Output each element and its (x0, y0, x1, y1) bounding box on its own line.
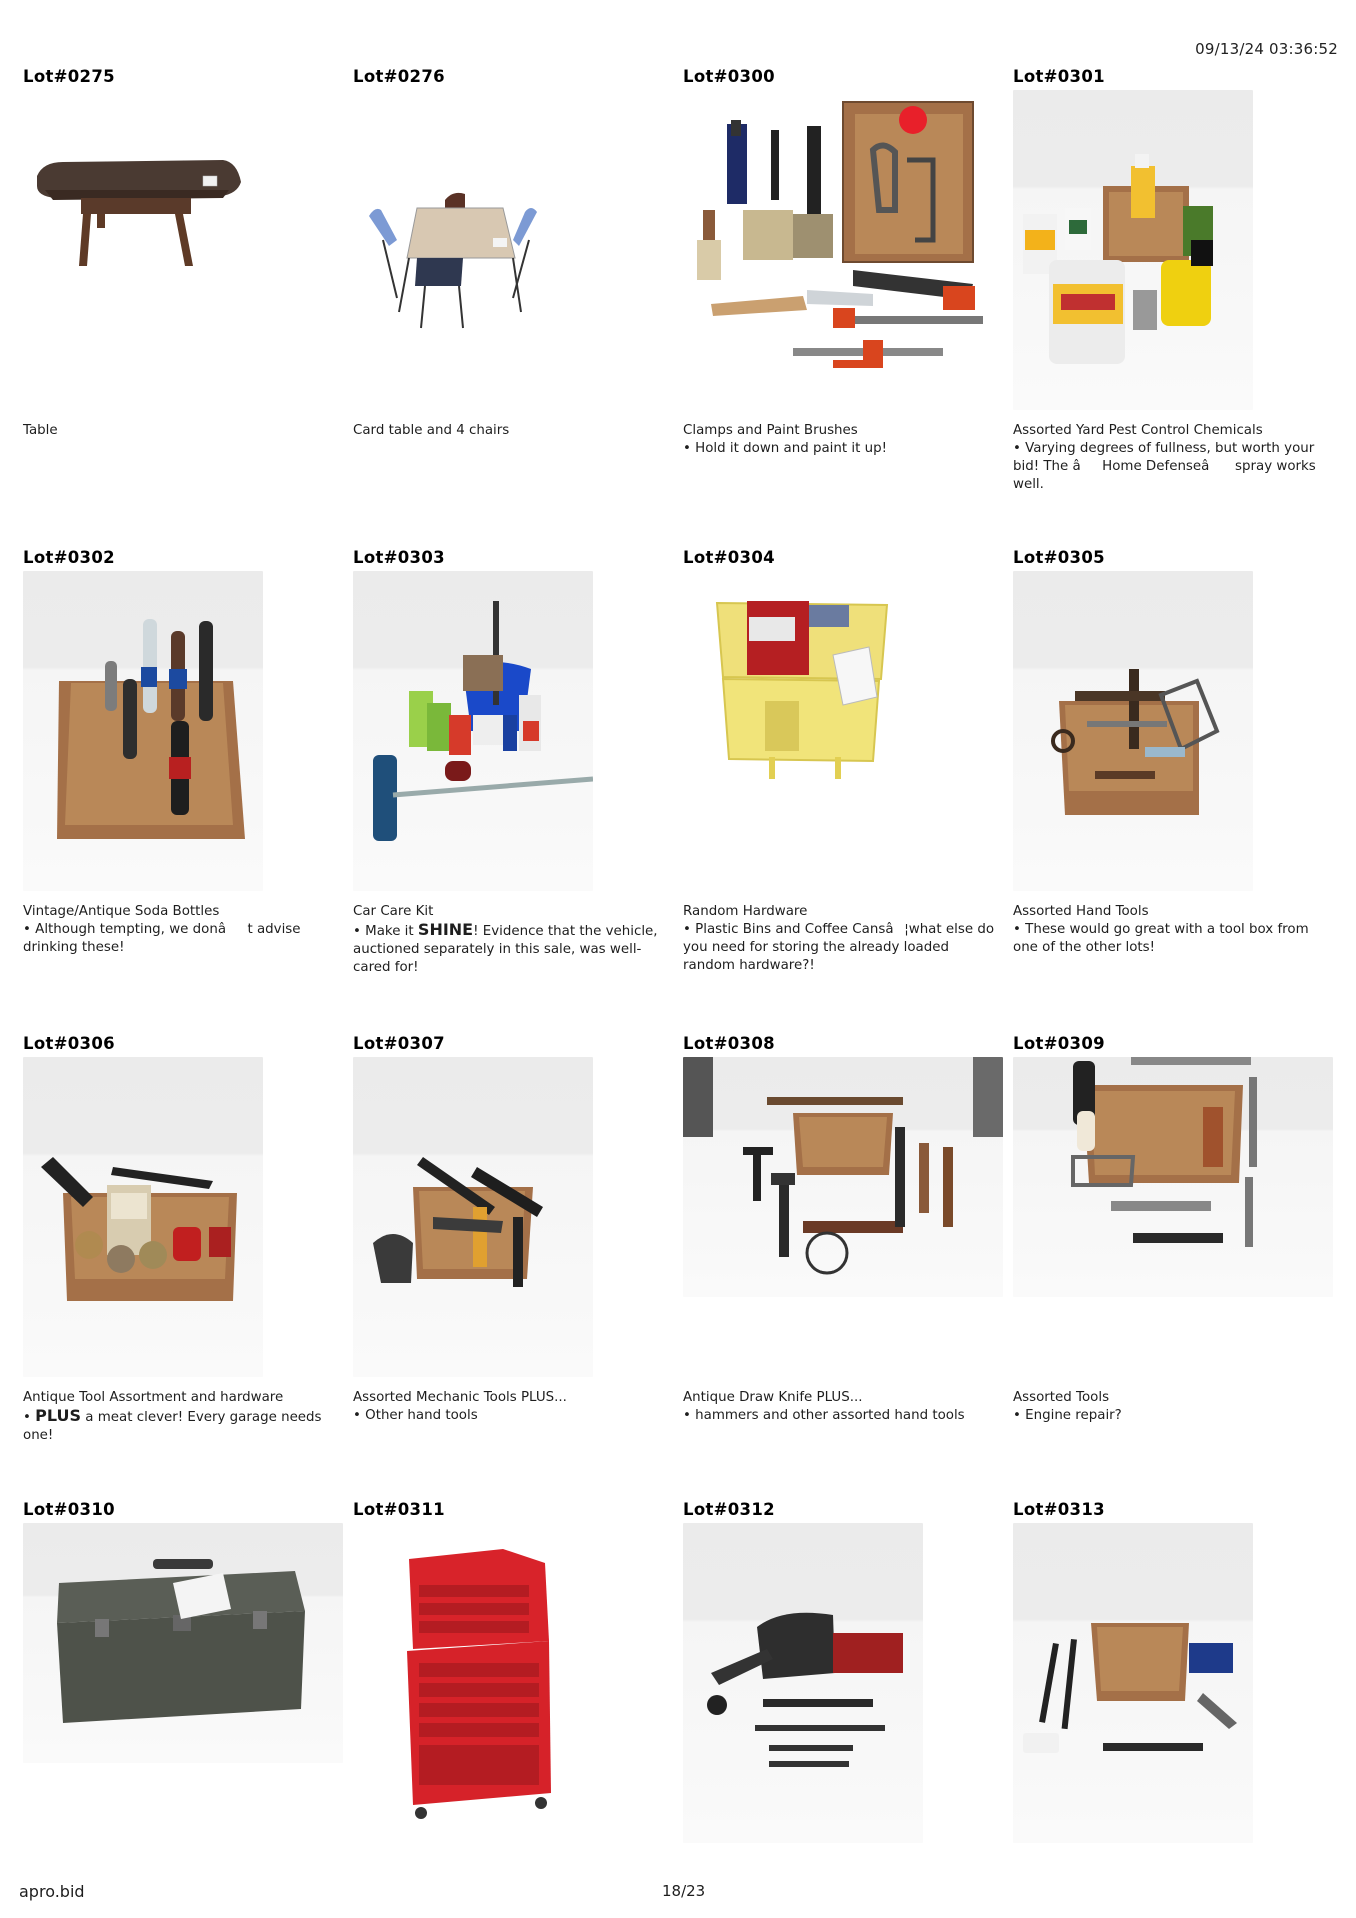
lot-description-detail-prefix: • (23, 1410, 36, 1425)
lot-card-0312[interactable] (683, 1499, 1001, 1521)
lot-title: Lot#0276 (353, 67, 445, 86)
lot-description (1013, 422, 1335, 494)
lot-card-0308[interactable] (683, 1033, 1001, 1423)
lot-photo-antique-tools[interactable] (23, 1057, 263, 1377)
lot-photo-assorted-tools[interactable] (1013, 1057, 1333, 1297)
lot-description (683, 903, 1005, 975)
lot-card-0306[interactable] (23, 1033, 341, 1443)
lot-card-0313[interactable] (1013, 1499, 1331, 1521)
lot-title: Lot#0312 (683, 1500, 775, 1519)
lot-card-0301[interactable] (1013, 66, 1331, 492)
lot-card-0275[interactable] (23, 66, 341, 438)
footer-site: apro.bid (19, 1882, 85, 1901)
lot-description-title: Vintage/Antique Soda Bottles (23, 904, 220, 919)
lot-description-title: Assorted Hand Tools (1013, 904, 1149, 919)
lot-photo-soda-bottles[interactable] (23, 571, 263, 891)
lot-description (683, 1389, 1005, 1425)
lot-description-title: Antique Draw Knife PLUS... (683, 1390, 863, 1405)
lot-card-0276[interactable] (353, 66, 671, 438)
lot-photo-hand-tools[interactable] (1013, 571, 1253, 891)
lot-title: Lot#0308 (683, 1034, 775, 1053)
lot-description-detail (23, 1407, 345, 1445)
lot-description-title: Card table and 4 chairs (353, 423, 510, 438)
lot-description-detail-suffix: ! Evidence that the vehicle, auctioned separately in this sale, was well-cared for! (353, 924, 658, 975)
lot-description-title: Table (23, 423, 58, 438)
lot-card-0304[interactable] (683, 547, 1001, 973)
lot-description-title: Assorted Yard Pest Control Chemicals (1013, 423, 1263, 438)
lot-card-0311[interactable] (353, 1499, 671, 1521)
lot-title: Lot#0310 (23, 1500, 115, 1519)
lot-description-detail: • These would go great with a tool box from one of the other lots! (1013, 922, 1309, 955)
lot-description-title: Clamps and Paint Brushes (683, 423, 858, 438)
lot-description-title: Random Hardware (683, 904, 808, 919)
lot-photo-tools-box[interactable] (1013, 1523, 1253, 1843)
lot-photo-mechanic-tools[interactable] (353, 1057, 593, 1377)
lot-description-detail: • Hold it down and paint it up! (683, 441, 887, 456)
lot-description (23, 903, 345, 957)
lot-title: Lot#0311 (353, 1500, 445, 1519)
lot-title: Lot#0275 (23, 67, 115, 86)
lot-description (1013, 903, 1335, 957)
lot-photo-card-table[interactable] (353, 90, 593, 410)
lot-title: Lot#0306 (23, 1034, 115, 1053)
lot-photo-clamps-brushes[interactable] (683, 90, 1003, 410)
lot-description-title: Car Care Kit (353, 904, 434, 919)
lot-card-0303[interactable] (353, 547, 671, 975)
lot-card-0310[interactable] (23, 1499, 341, 1521)
lot-card-0305[interactable] (1013, 547, 1331, 955)
lot-description-emphasis: SHINE (417, 920, 474, 939)
lot-description-title: Assorted Mechanic Tools PLUS... (353, 1390, 567, 1405)
lot-card-0307[interactable] (353, 1033, 671, 1423)
lot-description-detail: • Varying degrees of fullness, but worth your bid! The âHome Defenseâ spray works well. (1013, 441, 1316, 492)
lot-title: Lot#0305 (1013, 548, 1105, 567)
lot-card-0302[interactable] (23, 547, 341, 955)
lot-description (353, 422, 675, 440)
lot-card-0309[interactable] (1013, 1033, 1331, 1423)
lot-photo-tool-chest[interactable] (353, 1523, 593, 1843)
lot-title: Lot#0309 (1013, 1034, 1105, 1053)
lot-description-title: Antique Tool Assortment and hardware (23, 1390, 284, 1405)
lot-description-detail (353, 921, 675, 977)
lot-description (23, 422, 345, 440)
lot-photo-car-care[interactable] (353, 571, 593, 891)
lot-photo-table[interactable] (23, 90, 263, 410)
lot-title: Lot#0304 (683, 548, 775, 567)
lot-description (683, 422, 1005, 458)
lot-card-0300[interactable] (683, 66, 1001, 456)
lot-description (1013, 1389, 1335, 1425)
lot-description-detail-prefix: • Make it (353, 924, 418, 939)
lot-photo-plastic-bins[interactable] (683, 571, 923, 891)
footer-page-number: 18/23 (662, 1882, 706, 1900)
lot-description-detail: • Other hand tools (353, 1408, 478, 1423)
lot-description (353, 903, 675, 977)
lot-title: Lot#0300 (683, 67, 775, 86)
print-timestamp: 09/13/24 03:36:52 (1195, 40, 1338, 58)
lot-title: Lot#0307 (353, 1034, 445, 1053)
lot-description-emphasis: PLUS (35, 1406, 82, 1425)
lot-photo-draw-knife[interactable] (683, 1057, 1003, 1297)
lot-description (23, 1389, 345, 1445)
lot-photo-metal-toolbox[interactable] (23, 1523, 343, 1763)
lot-photo-wrench-set[interactable] (683, 1523, 923, 1843)
lot-description-detail: • Engine repair? (1013, 1408, 1122, 1423)
lot-description-detail: • hammers and other assorted hand tools (683, 1408, 965, 1423)
lot-title: Lot#0302 (23, 548, 115, 567)
lot-description-title: Assorted Tools (1013, 1390, 1110, 1405)
lot-photo-pest-control[interactable] (1013, 90, 1253, 410)
lot-title: Lot#0313 (1013, 1500, 1105, 1519)
lot-title: Lot#0303 (353, 548, 445, 567)
lot-description-detail-suffix: a meat clever! Every garage needs one! (23, 1410, 322, 1443)
lot-description-detail: • Although tempting, we donât advise drinking these! (23, 922, 301, 955)
lot-description (353, 1389, 675, 1425)
lot-title: Lot#0301 (1013, 67, 1105, 86)
lot-description-detail: • Plastic Bins and Coffee Cansâ¦what else do you need for storing the already loaded random hardware?! (683, 922, 995, 973)
